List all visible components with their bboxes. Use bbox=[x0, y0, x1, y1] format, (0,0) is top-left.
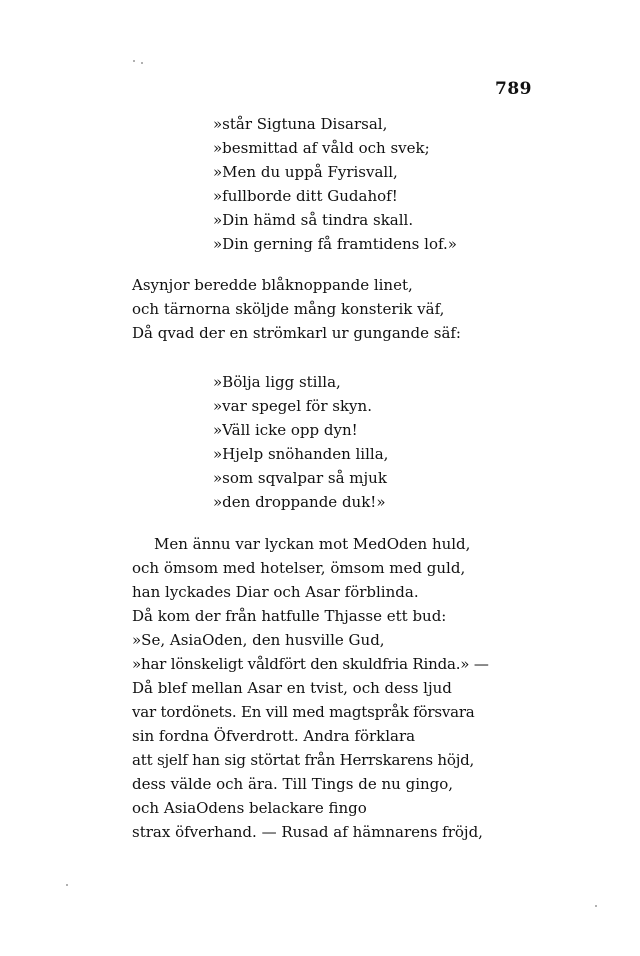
print-speck bbox=[595, 905, 597, 907]
verse-line: »besmittad af våld och svek; bbox=[213, 139, 430, 157]
page-number: 789 bbox=[495, 79, 532, 99]
verse-line: Asynjor beredde blåknoppande linet, bbox=[132, 276, 413, 294]
stanza-3 bbox=[213, 370, 388, 514]
verse-line: »har lönskeligt våldfört den skuldfria Rinda.» — bbox=[132, 655, 489, 673]
verse-line: Då blef mellan Asar en tvist, och dess ljud bbox=[132, 679, 452, 697]
stanza-1 bbox=[213, 112, 457, 256]
verse-line: strax öfverhand. — Rusad af hämnarens fröjd, bbox=[132, 823, 483, 841]
verse-line: »fullborde ditt Gudahof! bbox=[213, 187, 398, 205]
verse-line: »Men du uppå Fyrisvall, bbox=[213, 163, 398, 181]
print-speck bbox=[133, 60, 135, 62]
verse-line: »Väll icke opp dyn! bbox=[213, 421, 358, 439]
verse-line: Men ännu var lyckan mot MedOden huld, bbox=[154, 535, 471, 553]
verse-line: »Din hämd så tindra skall. bbox=[213, 211, 414, 229]
print-speck bbox=[141, 62, 143, 64]
stanza-2 bbox=[132, 273, 461, 345]
verse-line: var tordönets. En vill med magtspråk försvara bbox=[132, 703, 475, 721]
verse-line: och tärnorna sköljde mång konsterik väf, bbox=[132, 300, 445, 318]
verse-line: dess välde och ära. Till Tings de nu gingo, bbox=[132, 775, 454, 793]
verse-line: »Se, AsiaOden, den husville Gud, bbox=[132, 631, 385, 649]
verse-line: »står Sigtuna Disarsal, bbox=[213, 115, 388, 133]
verse-line: och ömsom med hotelser, ömsom med guld, bbox=[132, 559, 466, 577]
verse-line: »var spegel för skyn. bbox=[213, 397, 372, 415]
verse-line: att sjelf han sig störtat från Herrskarens höjd, bbox=[132, 751, 475, 769]
verse-line: Då qvad der en strömkarl ur gungande säf: bbox=[132, 324, 461, 342]
verse-line: han lyckades Diar och Asar förblinda. bbox=[132, 583, 419, 601]
verse-line: »som sqvalpar så mjuk bbox=[213, 469, 387, 487]
verse-line: »Din gerning få framtidens lof.» bbox=[213, 235, 457, 253]
verse-line: Då kom der från hatfulle Thjasse ett bud: bbox=[132, 607, 447, 625]
verse-line: »Hjelp snöhanden lilla, bbox=[213, 445, 389, 463]
verse-line: och AsiaOdens belackare fingo bbox=[132, 799, 367, 817]
print-speck bbox=[66, 884, 68, 886]
stanza-4 bbox=[132, 532, 489, 844]
verse-line: »Bölja ligg stilla, bbox=[213, 373, 341, 391]
verse-line: sin fordna Öfverdrott. Andra förklara bbox=[132, 727, 416, 745]
verse-line: »den droppande duk!» bbox=[213, 493, 386, 511]
